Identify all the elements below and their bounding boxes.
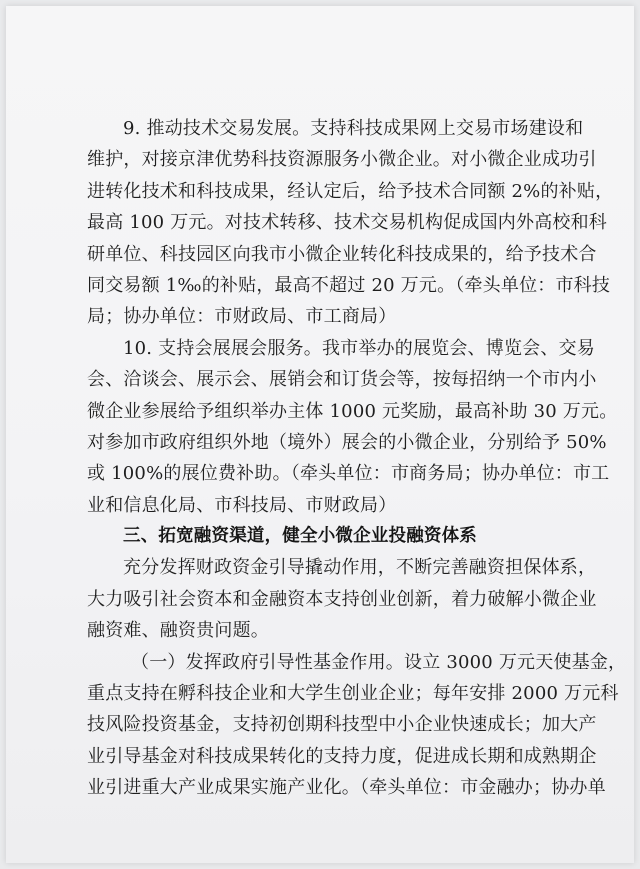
paragraph-9-line-2: 维护，对接京津优势科技资源服务小微企业。对小微企业成功引 [87,149,597,171]
document-body [87,113,627,804]
paragraph-10-line-5: 或 100%的展位费补助。（牵头单位：市商务局；协办单位：市工 [87,463,610,485]
subsection-1-line-3: 技风险投资基金，支持初创期科技型中小企业快速成长；加大产 [87,714,597,736]
paragraph-9-line-4: 最高 100 万元。对技术转移、技术交易机构促成国内外高校和科 [87,212,607,234]
paragraph-10-line-6: 业和信息化局、市科技局、市财政局） [87,494,397,516]
paragraph-9-line-3: 进转化技术和科技成果，经认定后，给予技术合同额 2%的补贴， [87,180,614,202]
subsection-1-line-5: 业引进重大产业成果实施产业化。（牵头单位：市金融办；协办单 [87,777,606,799]
intro-line-2: 大力吸引社会资本和金融资本支持创业创新，着力破解小微企业 [87,588,597,610]
paragraph-10-line-2: 会、洽谈会、展示会、展销会和订货会等，按每招纳一个市内小 [87,369,597,391]
paragraph-10-line-3: 微企业参展给予组织举办主体 1000 元奖励，最高补助 30 万元。 [87,400,618,422]
paragraph-9-line-5: 研单位、科技园区向我市小微企业转化科技成果的，给予技术合 [87,243,597,265]
subsection-1-line-1: （一）发挥政府引导性基金作用。设立 3000 万元天使基金， [131,651,627,673]
subsection-1-line-2: 重点支持在孵科技企业和大学生创业企业；每年安排 2000 万元科 [87,683,619,705]
intro-line-3: 融资难、融资贵问题。 [87,620,269,642]
subsection-1-line-4: 业引导基金对科技成果转化的支持力度，促进成长期和成熟期企 [87,745,597,767]
paragraph-10-line-1: 10. 支持会展展会服务。我市举办的展览会、博览会、交易 [123,337,595,359]
paragraph-9-line-6: 同交易额 1‰的补贴，最高不超过 20 万元。（牵头单位：市科技 [87,274,611,296]
paragraph-9-line-7: 局；协办单位：市财政局、市工商局） [87,306,397,328]
intro-line-1: 充分发挥财政资金引导撬动作用，不断完善融资担保体系， [123,557,597,579]
section-heading: 三、拓宽融资渠道，健全小微企业投融资体系 [123,526,477,547]
document-page [6,6,634,863]
paragraph-10-line-4: 对参加市政府组织外地（境外）展会的小微企业，分别给予 50% [87,431,607,453]
paragraph-9-line-1: 9. 推动技术交易发展。支持科技成果网上交易市场建设和 [123,118,584,139]
